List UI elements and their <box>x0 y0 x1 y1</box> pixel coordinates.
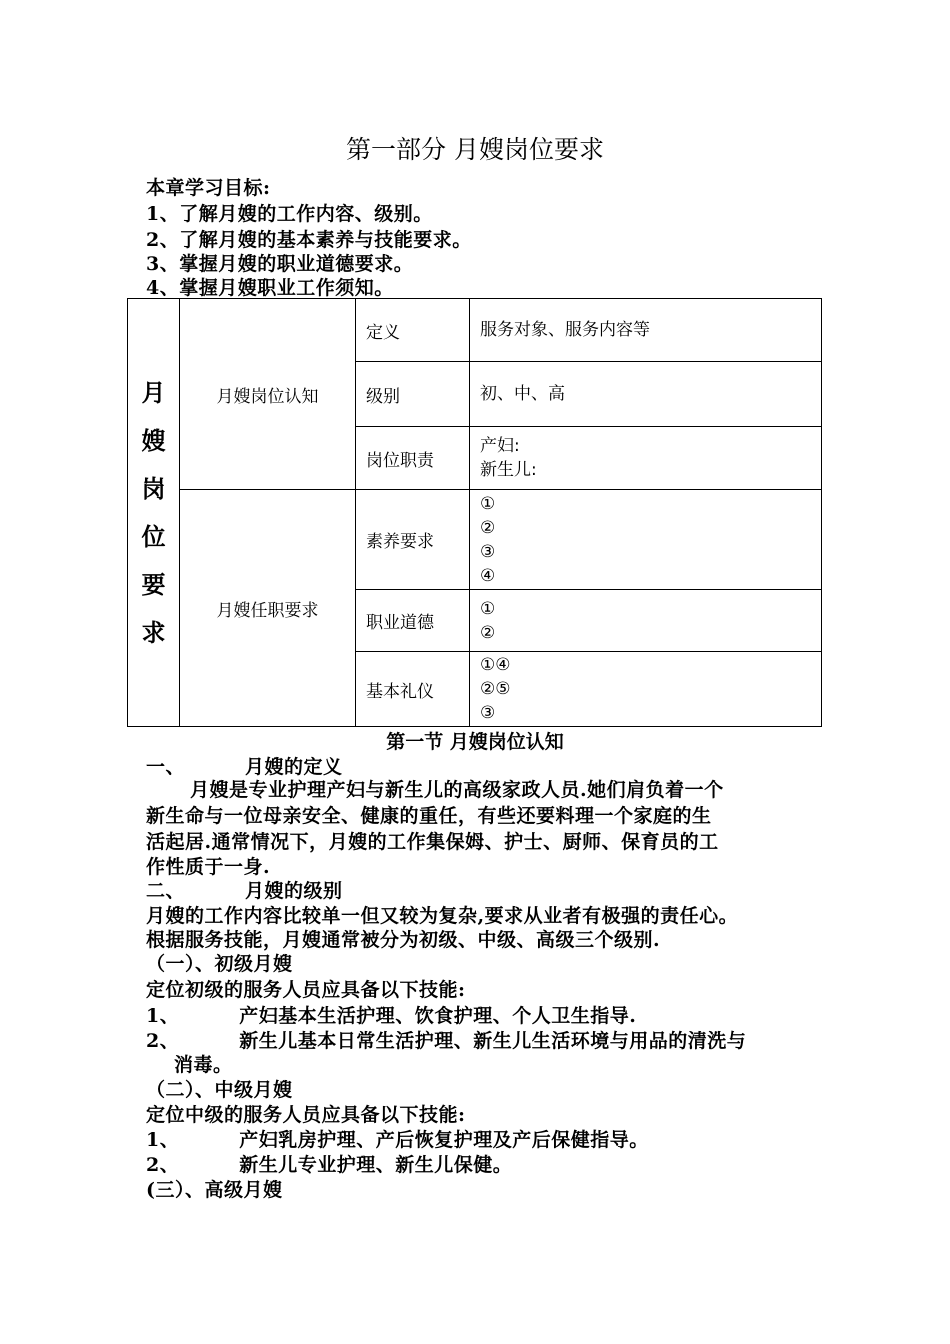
list-item: 2、 新生儿专业护理、新生儿保健。 <box>146 1154 513 1176</box>
row-value: 产妇: 新生儿: <box>470 427 822 490</box>
group-label-cognition: 月嫂岗位认知 <box>180 299 356 490</box>
list-item: 1、 产妇基本生活护理、饮食护理、个人卫生指导. <box>146 1005 637 1027</box>
paragraph-line: 新生命与一位母亲安全、健康的重任，有些还要料理一个家庭的生 <box>146 805 712 827</box>
objective-item: 3、掌握月嫂的职业道德要求。 <box>146 253 414 275</box>
row-value: 初、中、高 <box>470 362 822 427</box>
paragraph-line: 活起居.通常情况下，月嫂的工作集保姆、护士、厨师、保育员的工 <box>146 831 719 853</box>
row-value: 服务对象、服务内容等 <box>470 299 822 362</box>
row-value: ① ② ③ ④ <box>470 490 822 590</box>
heading-levels: 二、 月嫂的级别 <box>146 880 343 902</box>
row-label: 岗位职责 <box>356 427 470 490</box>
paragraph-line: 作性质于一身. <box>146 856 271 878</box>
paragraph-line: 根据服务技能，月嫂通常被分为初级、中级、高级三个级别. <box>146 929 661 951</box>
row-label: 定义 <box>356 299 470 362</box>
row-label: 职业道德 <box>356 590 470 652</box>
list-item: 2、 新生儿基本日常生活护理、新生儿生活环境与用品的清洗与 <box>146 1030 747 1052</box>
junior-intro: 定位初级的服务人员应具备以下技能: <box>146 979 466 1001</box>
row-label: 级别 <box>356 362 470 427</box>
subheading-senior: (三）、高级月嫂 <box>146 1179 283 1201</box>
subheading-middle: （二）、中级月嫂 <box>146 1079 293 1101</box>
list-item-continuation: 消毒。 <box>174 1054 233 1076</box>
row-label: 素养要求 <box>356 490 470 590</box>
heading-definition: 一、 月嫂的定义 <box>146 756 343 778</box>
row-value: ①④ ②⑤ ③ <box>470 652 822 727</box>
middle-intro: 定位中级的服务人员应具备以下技能: <box>146 1104 466 1126</box>
section-heading: 第一节 月嫂岗位认知 <box>386 731 564 753</box>
objectives-heading: 本章学习目标: <box>146 177 271 199</box>
page-title: 第一部分 月嫂岗位要求 <box>346 135 604 164</box>
row-label: 基本礼仪 <box>356 652 470 727</box>
subheading-junior: （一）、初级月嫂 <box>146 953 293 975</box>
list-item: 1、 产妇乳房护理、产后恢复护理及产后保健指导。 <box>146 1129 649 1151</box>
objective-item: 1、了解月嫂的工作内容、级别。 <box>146 203 433 225</box>
objective-item: 4、掌握月嫂职业工作须知。 <box>146 277 394 299</box>
paragraph-line: 月嫂的工作内容比较单一但又较为复杂,要求从业者有极强的责任心。 <box>146 905 739 927</box>
paragraph-line: 月嫂是专业护理产妇与新生儿的高级家政人员.她们肩负着一个 <box>190 779 724 801</box>
group-label-requirements: 月嫂任职要求 <box>180 490 356 727</box>
requirements-table <box>127 298 822 727</box>
objective-item: 2、了解月嫂的基本素养与技能要求。 <box>146 229 472 251</box>
row-value: ① ② <box>470 590 822 652</box>
side-label: 月 嫂 岗 位 要 求 <box>128 299 180 727</box>
